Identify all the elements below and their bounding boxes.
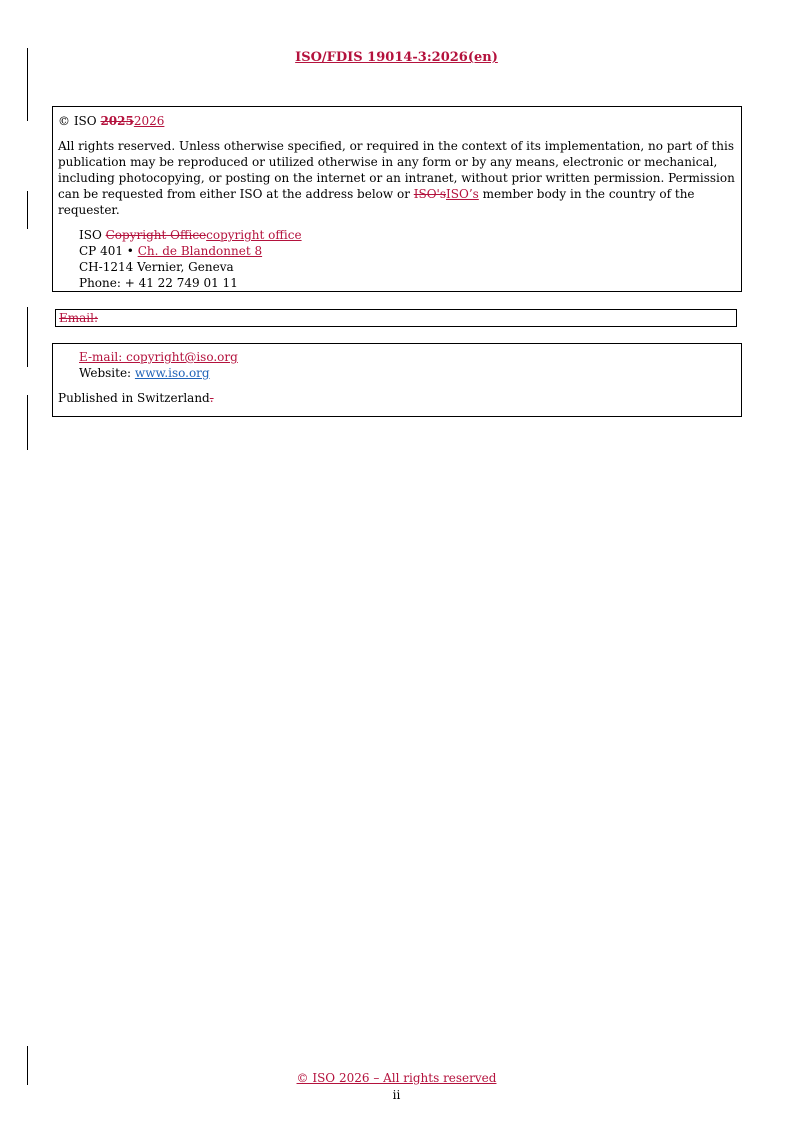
inserted-street: Ch. de Blandonnet 8 bbox=[137, 244, 263, 258]
deleted-email-box bbox=[55, 309, 737, 327]
published-line: Published in Switzerland. bbox=[58, 391, 214, 405]
copyright-year-line: © ISO 20252026 bbox=[58, 114, 165, 128]
inserted-email-line: E-mail: copyright@iso.org bbox=[79, 350, 238, 364]
change-bar-4 bbox=[27, 395, 28, 450]
contact-box bbox=[52, 343, 742, 417]
contact-details bbox=[58, 349, 736, 381]
copyright-notice-box bbox=[52, 106, 742, 292]
address-org: ISO Copyright Officecopyright office bbox=[79, 228, 302, 242]
deleted-year: 2025 bbox=[100, 114, 134, 128]
change-bar-2 bbox=[27, 191, 28, 229]
change-bar-3 bbox=[27, 307, 28, 367]
document-header-title: ISO/FDIS 19014-3:2026(en) bbox=[295, 50, 498, 65]
inserted-year: 2026 bbox=[133, 114, 165, 128]
deleted-period: . bbox=[209, 391, 214, 405]
deleted-office: Copyright Office bbox=[105, 228, 207, 242]
address-block bbox=[58, 227, 736, 291]
address-phone: Phone: + 41 22 749 01 11 bbox=[79, 276, 238, 290]
website-line: Website: www.iso.org bbox=[79, 366, 210, 380]
deleted-possessive: ISO's bbox=[413, 187, 447, 201]
deleted-email-label: Email: bbox=[59, 311, 99, 325]
address-street: CP 401 • Ch. de Blandonnet 8 bbox=[79, 244, 263, 258]
page-number: ii bbox=[392, 1088, 401, 1102]
inserted-office: copyright office bbox=[206, 228, 302, 242]
inserted-possessive: ISO’s bbox=[446, 187, 479, 201]
rights-statement: All rights reserved. Unless otherwise specified, or required in the context of its implementation, no part of this publication may be reproduced or utilized otherwise in any form or by any means, electronic or mechanical, including photocopying, or posting on the internet or an intranet, without prior written permission. Permission can be requested from either ISO at the address below or ISO'sISO’s member body in the country of the requester. bbox=[58, 139, 735, 217]
address-city: CH-1214 Vernier, Geneva bbox=[79, 260, 234, 274]
footer-copyright: © ISO 2026 – All rights reserved bbox=[296, 1071, 497, 1085]
website-link[interactable]: www.iso.org bbox=[134, 366, 210, 380]
